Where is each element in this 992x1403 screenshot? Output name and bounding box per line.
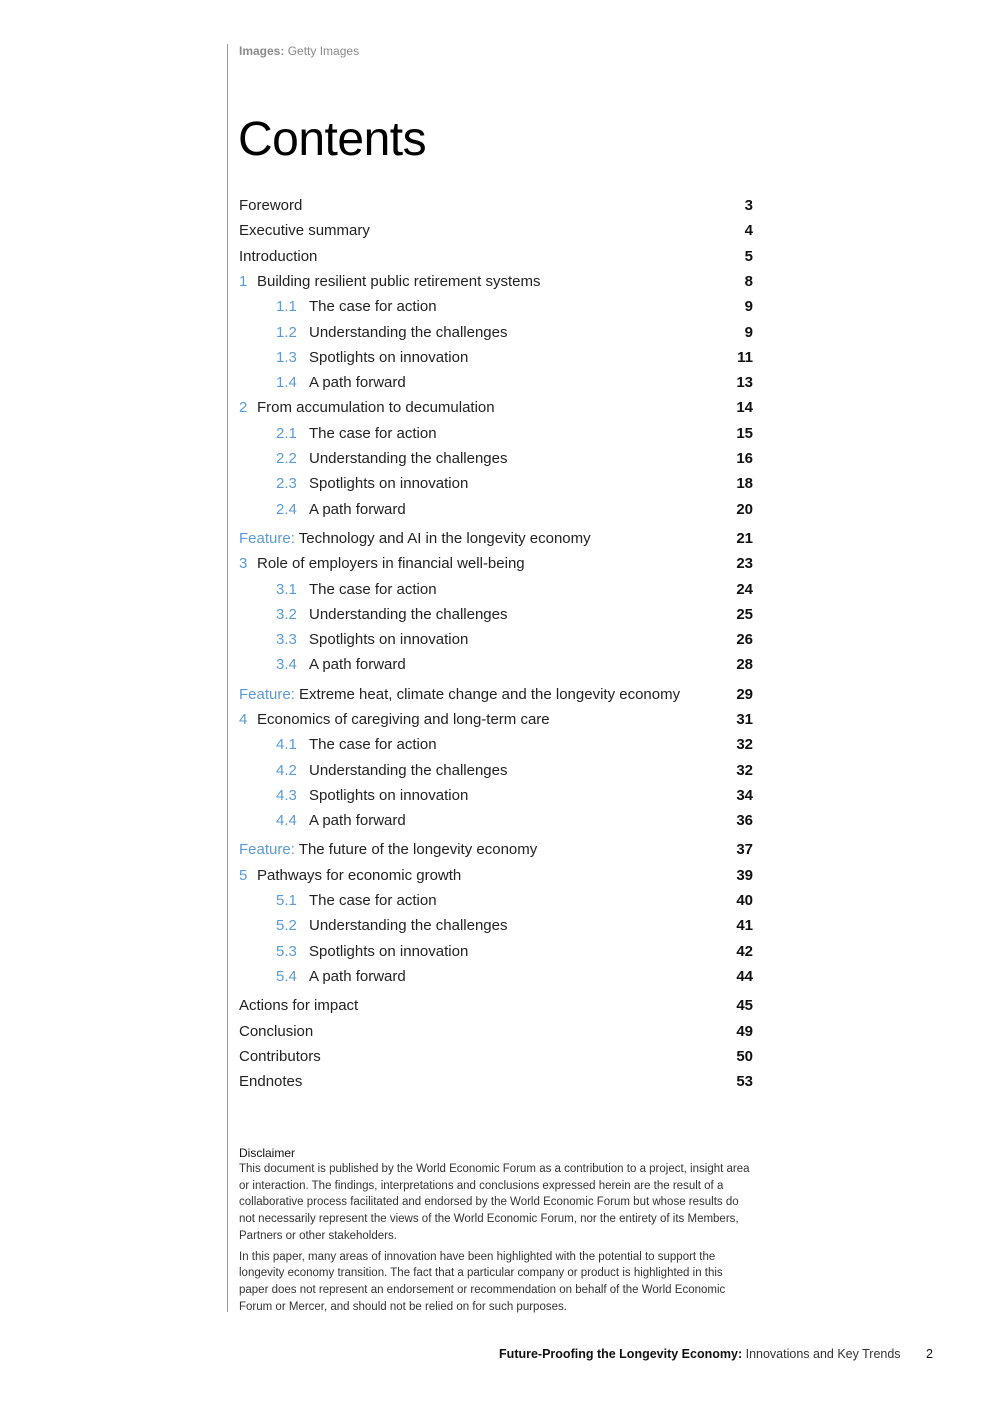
toc-entry-label [239,554,525,574]
toc-entry[interactable] [239,761,753,781]
toc-entry[interactable] [239,449,753,469]
toc-entry-label [239,1022,313,1042]
toc-entry-title: Spotlights on innovation [309,943,469,960]
toc-entry-label [239,1047,321,1067]
toc-entry[interactable] [239,655,753,675]
toc-entry[interactable] [239,916,753,936]
toc-entry-title: The case for action [309,892,437,909]
toc-entry-title: Spotlights on innovation [309,787,469,804]
toc-section-number: 4.4 [276,812,297,829]
toc-section-number: 3.3 [276,631,297,648]
toc-entry[interactable] [239,891,753,911]
toc-entry[interactable] [239,424,753,444]
toc-page-number: 15 [736,425,753,442]
toc-entry-label [276,630,468,650]
toc-entry-label [276,474,468,494]
toc-entry-label [239,1072,302,1092]
toc-entry[interactable] [239,348,753,368]
toc-page-number: 9 [744,324,753,341]
toc-entry-title: Economics of caregiving and long-term care [257,711,550,728]
disclaimer-paragraph-2: In this paper, many areas of innovation have been highlighted with the potential to support the longevity economy transition. The fact that a particular company or product is highlighted in this paper does not represent an endorsement or recommendation on behalf of the World Economic Forum or Mercer, and should not be relied on for such purposes. [239,1250,726,1313]
toc-entry-label [276,297,437,317]
toc-page-number: 31 [736,711,753,728]
toc-entry-title: From accumulation to decumulation [257,399,495,416]
toc-entry[interactable] [239,967,753,987]
toc-page-number: 25 [736,606,753,623]
toc-entry-title: A path forward [309,968,406,985]
footer-page-number: 2 [926,1347,933,1361]
toc-page-number: 41 [736,917,753,934]
toc-entry-title: Understanding the challenges [309,606,508,623]
image-credit-label: Images: [239,44,285,58]
toc-section-number: 4.1 [276,736,297,753]
toc-entry[interactable] [239,323,753,343]
toc-section-number: 2.3 [276,475,297,492]
toc-page-number: 13 [736,374,753,391]
toc-page-number: 14 [736,399,753,416]
toc-feature-tag: Feature: [239,686,295,703]
toc-page-number: 44 [736,968,753,985]
toc-entry-title: The future of the longevity economy [298,841,538,858]
toc-page-number: 53 [736,1073,753,1090]
toc-entry-title: The case for action [309,736,437,753]
toc-page-number: 3 [744,197,753,214]
toc-entry-title: Foreword [239,197,303,214]
toc-entry-title: Conclusion [239,1023,314,1040]
toc-entry[interactable] [239,500,753,520]
toc-section-number: 1 [239,273,248,290]
toc-entry[interactable] [239,866,753,886]
toc-entry-label [276,967,406,987]
toc-entry[interactable] [239,1022,753,1042]
toc-entry-title: A path forward [309,656,406,673]
toc-section-number: 1.1 [276,298,297,315]
toc-entry[interactable] [239,685,753,705]
toc-page-number: 18 [736,475,753,492]
toc-section-number: 5.4 [276,968,297,985]
toc-entry-label [276,323,507,343]
image-credit [239,44,359,58]
toc-section-number: 5 [239,867,248,884]
toc-section-number: 2.1 [276,425,297,442]
toc-entry-label [239,272,540,292]
toc-entry-title: Actions for impact [239,997,359,1014]
toc-entry-title: The case for action [309,581,437,598]
toc-entry-title: Role of employers in financial well-being [257,555,525,572]
toc-section-number: 3.1 [276,581,297,598]
toc-entry[interactable] [239,840,753,860]
toc-page-number: 28 [736,656,753,673]
toc-entry-title: A path forward [309,812,406,829]
toc-entry[interactable] [239,942,753,962]
toc-page-number: 34 [736,787,753,804]
disclaimer-paragraph-1: This document is published by the World Economic Forum as a contribution to a project, insight area or interaction. The findings, interpretations and conclusions expressed herein are the result of a collaborative process facilitated and endorsed by the World Economic Forum but whose results do not necessarily represent the views of the World Economic Forum, nor the entirety of its Members, Partners or other stakeholders. [239,1163,750,1242]
toc-entry[interactable] [239,297,753,317]
toc-entry-label [239,529,591,549]
image-credit-value: Getty Images [287,44,360,58]
toc-section-number: 5.2 [276,917,297,934]
toc-page-number: 32 [736,762,753,779]
toc-page-number: 45 [736,997,753,1014]
toc-entry-title: Understanding the challenges [309,450,508,467]
toc-section-number: 1.4 [276,374,297,391]
toc-entry-title: Introduction [239,248,318,265]
toc-page-number: 5 [744,248,753,265]
toc-entry-label [239,866,461,886]
toc-section-number: 2 [239,399,248,416]
toc-entry-label [239,710,550,730]
toc-entry-label [276,580,437,600]
left-vertical-rule [227,44,228,1312]
toc-entry[interactable] [239,735,753,755]
toc-entry-title: The case for action [309,298,437,315]
toc-entry-label [276,655,406,675]
toc-entry-label [276,761,507,781]
toc-entry-title: Understanding the challenges [309,324,508,341]
disclaimer-heading: Disclaimer [239,1146,296,1160]
toc-page-number: 23 [736,555,753,572]
toc-section-number: 3.4 [276,656,297,673]
toc-section-number: 4.2 [276,762,297,779]
toc-feature-tag: Feature: [239,530,295,547]
toc-page-number: 42 [736,943,753,960]
toc-entry-label [276,811,406,831]
toc-entry-label [276,891,437,911]
toc-entry-title: Understanding the challenges [309,762,508,779]
toc-entry-title: The case for action [309,425,437,442]
toc-entry-label [239,221,370,241]
toc-entry-label [276,786,468,806]
toc-entry[interactable] [239,1047,753,1067]
toc-page-number: 36 [736,812,753,829]
toc-entry[interactable] [239,196,753,216]
toc-entry-title: A path forward [309,501,406,518]
toc-page-number: 8 [744,273,753,290]
toc-entry-label [239,247,317,267]
toc-section-number: 2.4 [276,501,297,518]
toc-page-number: 29 [736,686,753,703]
toc-entry-label [276,424,437,444]
toc-page-number: 21 [736,530,753,547]
toc-page-number: 50 [736,1048,753,1065]
toc-entry[interactable] [239,398,753,418]
toc-page-number: 4 [744,222,753,239]
footer-title-bold: Future-Proofing the Longevity Economy: [499,1347,743,1361]
toc-entry-title: Understanding the challenges [309,917,508,934]
toc-entry-label [239,996,358,1016]
toc-page-number: 24 [736,581,753,598]
disclaimer-block [239,1145,754,1319]
footer-title-rest: Innovations and Key Trends [745,1347,901,1361]
toc-entry-title: Spotlights on innovation [309,631,469,648]
toc-entry[interactable] [239,811,753,831]
toc-entry-title: Technology and AI in the longevity economy [298,530,591,547]
toc-entry[interactable] [239,605,753,625]
toc-section-number: 5.1 [276,892,297,909]
toc-section-number: 4.3 [276,787,297,804]
toc-entry-label [276,735,437,755]
page-footer [499,1347,933,1361]
toc-entry-title: Endnotes [239,1073,303,1090]
toc-section-number: 3.2 [276,606,297,623]
toc-entry[interactable] [239,474,753,494]
toc-entry[interactable] [239,710,753,730]
toc-entry-label [239,196,302,216]
toc-entry[interactable] [239,1072,753,1092]
toc-entry-label [276,500,406,520]
toc-entry-label [276,449,507,469]
toc-page-number: 39 [736,867,753,884]
toc-entry[interactable] [239,373,753,393]
page-title: Contents [238,113,427,166]
toc-entry[interactable] [239,786,753,806]
toc-page-number: 37 [736,841,753,858]
toc-page-number: 16 [736,450,753,467]
toc-entry-title: Building resilient public retirement systems [257,273,541,290]
toc-section-number: 3 [239,555,248,572]
toc-section-number: 1.2 [276,324,297,341]
toc-page-number: 9 [744,298,753,315]
toc-entry[interactable] [239,247,753,267]
toc-page-number: 49 [736,1023,753,1040]
toc-entry-label [276,605,507,625]
toc-entry[interactable] [239,272,753,292]
toc-section-number: 4 [239,711,248,728]
toc-page-number: 40 [736,892,753,909]
toc-entry-label [239,840,537,860]
toc-entry[interactable] [239,221,753,241]
toc-section-number: 5.3 [276,943,297,960]
toc-page-number: 20 [736,501,753,518]
toc-feature-tag: Feature: [239,841,295,858]
toc-entry[interactable] [239,630,753,650]
toc-page-number: 26 [736,631,753,648]
toc-entry-label [276,916,507,936]
toc-section-number: 2.2 [276,450,297,467]
toc-page-number: 11 [737,349,753,366]
toc-entry-label [276,348,468,368]
toc-entry-title: Pathways for economic growth [257,867,462,884]
toc-entry-label [276,942,468,962]
toc-page-number: 32 [736,736,753,753]
toc-entry[interactable] [239,580,753,600]
toc-section-number: 1.3 [276,349,297,366]
toc-entry-title: Executive summary [239,222,370,239]
toc-entry-title: Extreme heat, climate change and the longevity economy [299,686,681,703]
toc-entry[interactable] [239,529,753,549]
toc-entry-label [276,373,406,393]
toc-entry[interactable] [239,554,753,574]
toc-entry-label [239,398,495,418]
toc-entry-title: Contributors [239,1048,321,1065]
toc-entry-title: Spotlights on innovation [309,349,469,366]
toc-entry-label [239,685,680,705]
toc-entry-title: Spotlights on innovation [309,475,469,492]
toc-entry[interactable] [239,996,753,1016]
toc-entry-title: A path forward [309,374,406,391]
